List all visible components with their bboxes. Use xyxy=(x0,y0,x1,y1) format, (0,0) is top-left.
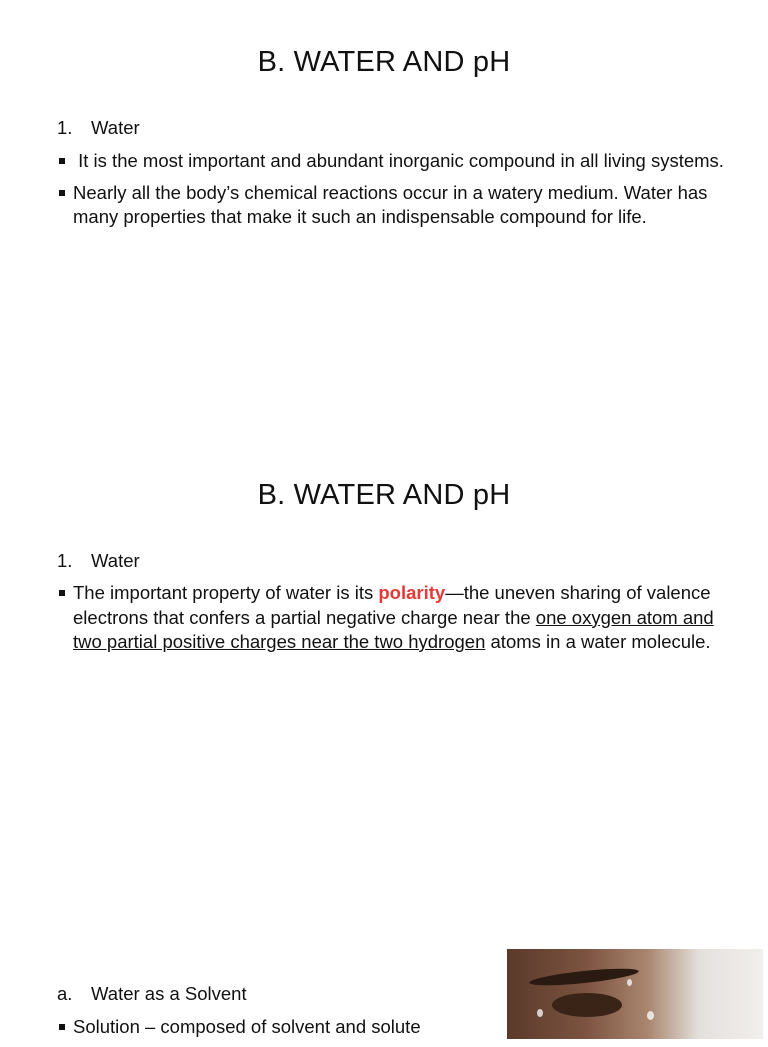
slide-2 xyxy=(0,432,768,864)
slide-1 xyxy=(0,0,768,432)
bullet-text: Nearly all the body’s chemical reactions occur in a watery medium. Water has many properties that make it such an indispensable compound for life. xyxy=(73,181,708,227)
bullet-text: Solution – composed of solvent and solute xyxy=(73,1016,421,1037)
bullet-text: It is the most important and abundant inorganic compound in all living systems. xyxy=(73,150,724,171)
photo-background xyxy=(507,949,763,1039)
eye-shape xyxy=(552,993,622,1017)
face-water-photo xyxy=(507,949,763,1039)
polarity-highlight: polarity xyxy=(378,582,446,603)
water-drop-icon xyxy=(537,1009,543,1017)
list-item xyxy=(57,581,727,655)
heading-text: Water as a Solvent xyxy=(91,983,247,1004)
heading-text: Water xyxy=(91,550,140,571)
heading-number: 1. xyxy=(57,117,73,138)
square-bullet-icon xyxy=(59,190,65,196)
water-drop-icon xyxy=(647,1011,654,1020)
numbered-heading xyxy=(57,117,140,139)
square-bullet-icon xyxy=(59,1024,65,1030)
underlined-text: one oxygen atom and two partial positive charges near the two hydrogen xyxy=(73,606,714,652)
slide-title: B. WATER AND pH xyxy=(257,46,511,78)
bullet-text-part: —the uneven sharing of valence electrons that confers a partial negative charge near the xyxy=(73,582,716,628)
list-item xyxy=(57,149,727,174)
slide-3 xyxy=(0,864,768,1037)
bullet-text-part: atoms in a water molecule. xyxy=(485,631,711,652)
water-drop-icon xyxy=(627,979,632,986)
bullet-list xyxy=(57,149,727,237)
numbered-heading xyxy=(57,983,247,1005)
bullet-text-part: The important property of water is its xyxy=(73,582,379,603)
heading-number: 1. xyxy=(57,550,73,571)
square-bullet-icon xyxy=(59,590,65,596)
heading-text: Water xyxy=(91,117,140,138)
list-item xyxy=(57,181,727,230)
heading-number: a. xyxy=(57,983,73,1004)
bullet-list xyxy=(57,581,727,662)
square-bullet-icon xyxy=(59,158,65,164)
numbered-heading xyxy=(57,550,140,572)
slide-title: B. WATER AND pH xyxy=(257,479,511,511)
